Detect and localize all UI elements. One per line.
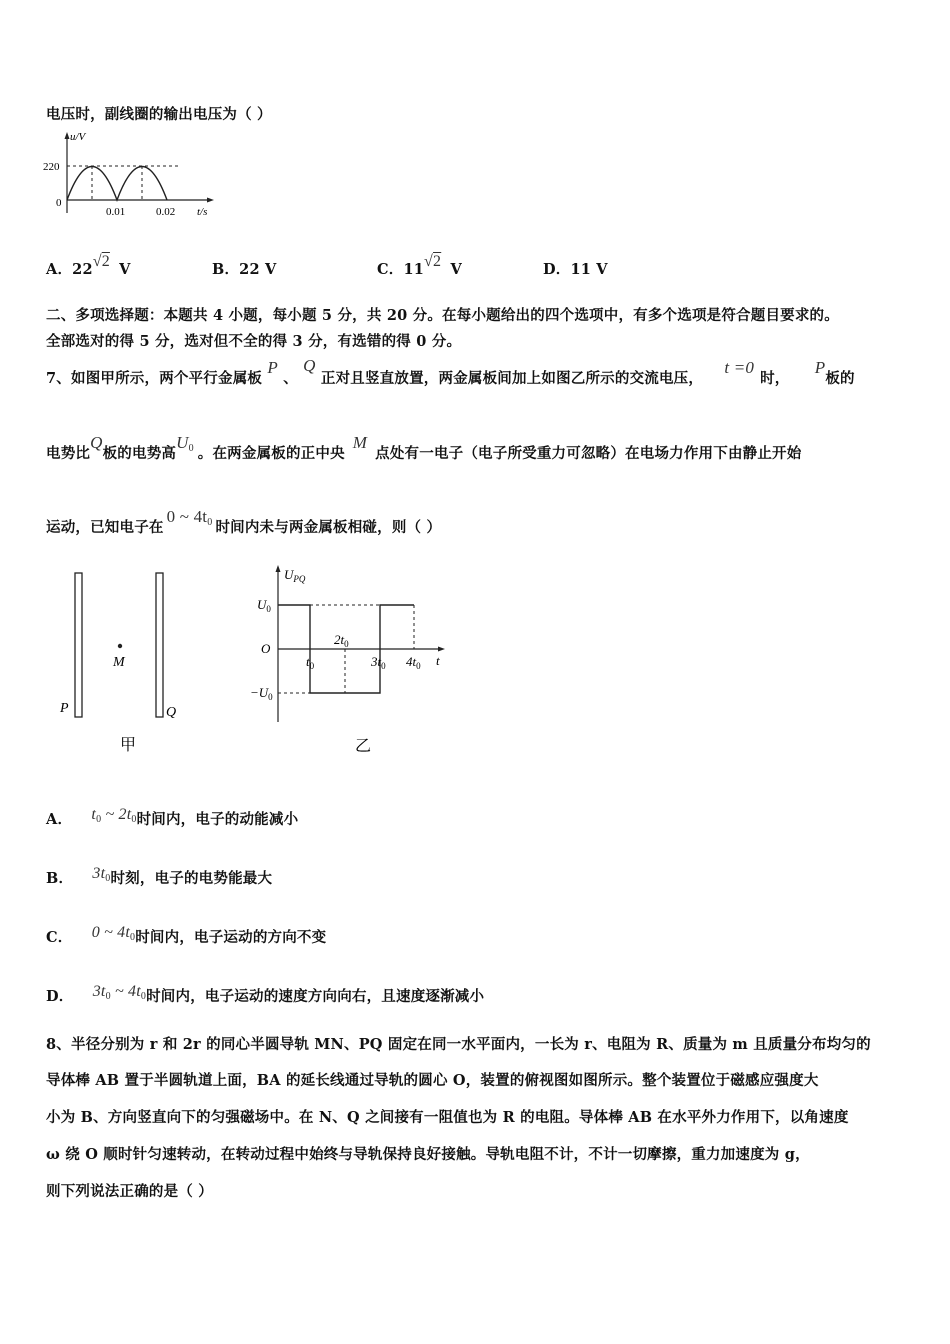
yi-y-label: $U_{PQ}$ [284, 567, 306, 584]
q8-stem-line1: 8、半径分别为 r 和 2r 的同心半圆导轨 MN、PQ 固定在同一水平面内，一长为 r、电阻为 R、质量为 m 且质量分布均匀的 [46, 1036, 871, 1053]
figure-jia [50, 568, 200, 758]
q6-x-tick-2: 0.02 [156, 206, 176, 218]
q6-origin: 0 [56, 197, 62, 209]
yi-4t0-label: $4t_0$ [406, 654, 421, 671]
q7-option-c: C． 0 ~ 4t0时间内，电子运动的方向不变 [46, 924, 327, 946]
q8-stem-line2: 导体棒 AB 置于半圆轨道上面，BA 的延长线通过导轨的圆心 O，装置的俯视图如图所示。整个装置位于磁感应强度大 [46, 1072, 819, 1089]
q7-stem-line3: 运动，已知电子在0 ~ 4t0 时间内未与两金属板相碰，则（ ） [46, 507, 442, 536]
jia-caption: 甲 [120, 737, 137, 754]
q7-stem-line1: 7、如图甲所示，两个平行金属板 P 、 Q 正对且竖直放置，两金属板间加上如图乙所示的交流电压， t =0时， P板的 [46, 356, 855, 387]
q6-option-d: D．11 V [543, 261, 608, 278]
section2-heading-line1: 二、多项选择题：本题共 4 小题，每小题 5 分，共 20 分。在每小题给出的四个选项中，有多个选项是符合题目要求的。 [46, 307, 839, 324]
yi-neg-u0-label: $-U_0$ [250, 685, 273, 702]
yi-2t0-label: $2t_0$ [334, 632, 349, 649]
figure-yi [250, 562, 460, 762]
jia-plate-p-label: P [60, 701, 69, 716]
q8-stem-line3: 小为 B、方向竖直向下的匀强磁场中。在 N、Q 之间接有一阻值也为 R 的电阻。导体棒 AB 在水平外力作用下，以角速度 [46, 1109, 849, 1126]
q6-x-tick-1: 0.01 [106, 206, 126, 218]
yi-caption: 乙 [355, 738, 372, 755]
jia-plate-q-label: Q [166, 705, 177, 720]
q6-option-c: C．11√2 V [377, 253, 462, 278]
q6-y-tick: 220 [43, 161, 60, 173]
q6-option-b: B．22 V [212, 261, 277, 278]
yi-origin-label: O [261, 641, 271, 656]
yi-u0-label: $U_0$ [257, 597, 271, 614]
yi-3t0-label: $3t_0$ [371, 654, 386, 671]
jia-point-m-label: M [113, 655, 125, 670]
q6-voltage-graph [40, 128, 220, 223]
q7-option-a: A． t0 ~ 2t0时间内，电子的动能减小 [46, 806, 299, 828]
section2-heading-line2: 全部选对的得 5 分，选对但不全的得 3 分，有选错的得 0 分。 [46, 333, 462, 350]
q7-option-d: D． 3t0 ~ 4t0时间内，电子运动的速度方向向右，且速度逐渐减小 [46, 983, 485, 1005]
q8-stem-line4: ω 绕 O 顺时针匀速转动，在转动过程中始终与导轨保持良好接触。导轨电阻不计，不计一切摩擦，重力加速度为 g， [46, 1146, 810, 1163]
q7-stem-line2: 电势比Q板的电势高U0 。在两金属板的正中央M点处有一电子（电子所受重力可忽略）在电场力作用下由静止开始 [46, 433, 802, 462]
yi-t0-label: $t_0$ [306, 654, 315, 671]
q6-y-label: u/V [70, 131, 86, 143]
yi-t-axis-label: t [436, 653, 440, 668]
q7-option-b: B． 3t0时刻，电子的电势能最大 [46, 865, 273, 887]
q6-option-a: A．22√2 V [46, 253, 131, 278]
q8-stem-line5: 则下列说法正确的是（ ） [46, 1183, 213, 1200]
q6-stem-tail: 电压时，副线圈的输出电压为（ ） [46, 106, 272, 123]
q6-x-label: t/s [197, 206, 208, 218]
